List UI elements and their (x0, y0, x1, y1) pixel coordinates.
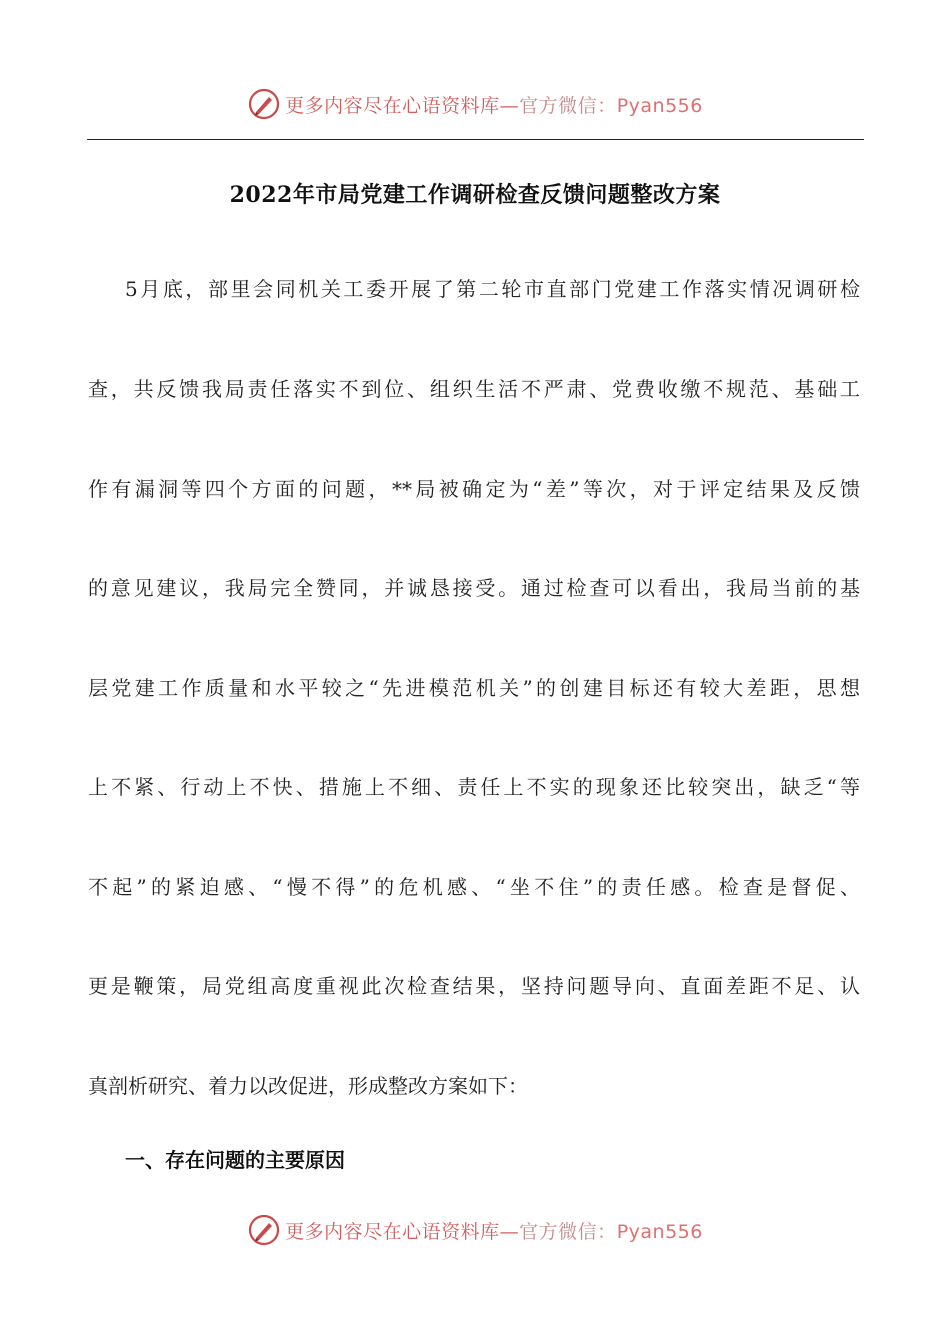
section-heading: 一、存在问题的主要原因 (125, 1148, 345, 1172)
document-title: 2022年市局党建工作调研检查反馈问题整改方案 (229, 182, 721, 208)
paragraph-line: 作有漏洞等四个方面的问题，**局被确定为“差”等次，对于评定结果及反馈 (88, 477, 860, 501)
paragraph-line: 层党建工作质量和水平较之“先进模范机关”的创建目标还有较大差距，思想 (88, 676, 860, 700)
banner-text (285, 1217, 703, 1244)
paragraph-line: 上不紧、行动上不快、措施上不细、责任上不实的现象还比较突出，缺乏“等 (88, 775, 860, 799)
banner-wechat-id: Pyan556 (616, 1220, 703, 1243)
banner-wechat-label: 官方微信： (519, 1220, 617, 1243)
paragraph-line: 5月底，部里会同机关工委开展了第二轮市直部门党建工作落实情况调研检 (125, 277, 860, 301)
header-divider (87, 139, 864, 140)
banner-dash: — (499, 94, 520, 117)
header-banner (0, 84, 950, 124)
paragraph-line: 更是鞭策，局党组高度重视此次检查结果，坚持问题导向、直面差距不足、认 (88, 974, 860, 998)
paragraph-line: 的意见建议，我局完全赞同，并诚恳接受。通过检查可以看出，我局当前的基 (88, 576, 860, 600)
banner-slogan: 更多内容尽在心语资料库 (285, 94, 500, 117)
footer-banner (0, 1210, 950, 1250)
banner-wechat-label: 官方微信： (519, 94, 617, 117)
banner-slogan: 更多内容尽在心语资料库 (285, 1220, 500, 1243)
pen-logo-icon (247, 87, 281, 121)
banner-dash: — (499, 1220, 520, 1243)
pen-logo-icon (247, 1213, 281, 1247)
paragraph-line: 真剖析研究、着力以改促进，形成整改方案如下： (88, 1074, 528, 1098)
paragraph-line: 查，共反馈我局责任落实不到位、组织生活不严肃、党费收缴不规范、基础工 (88, 377, 860, 401)
paragraph-line: 不起”的紧迫感、“慢不得”的危机感、“坐不住”的责任感。检查是督促、 (88, 875, 860, 899)
banner-text (285, 91, 703, 118)
banner-wechat-id: Pyan556 (616, 94, 703, 117)
